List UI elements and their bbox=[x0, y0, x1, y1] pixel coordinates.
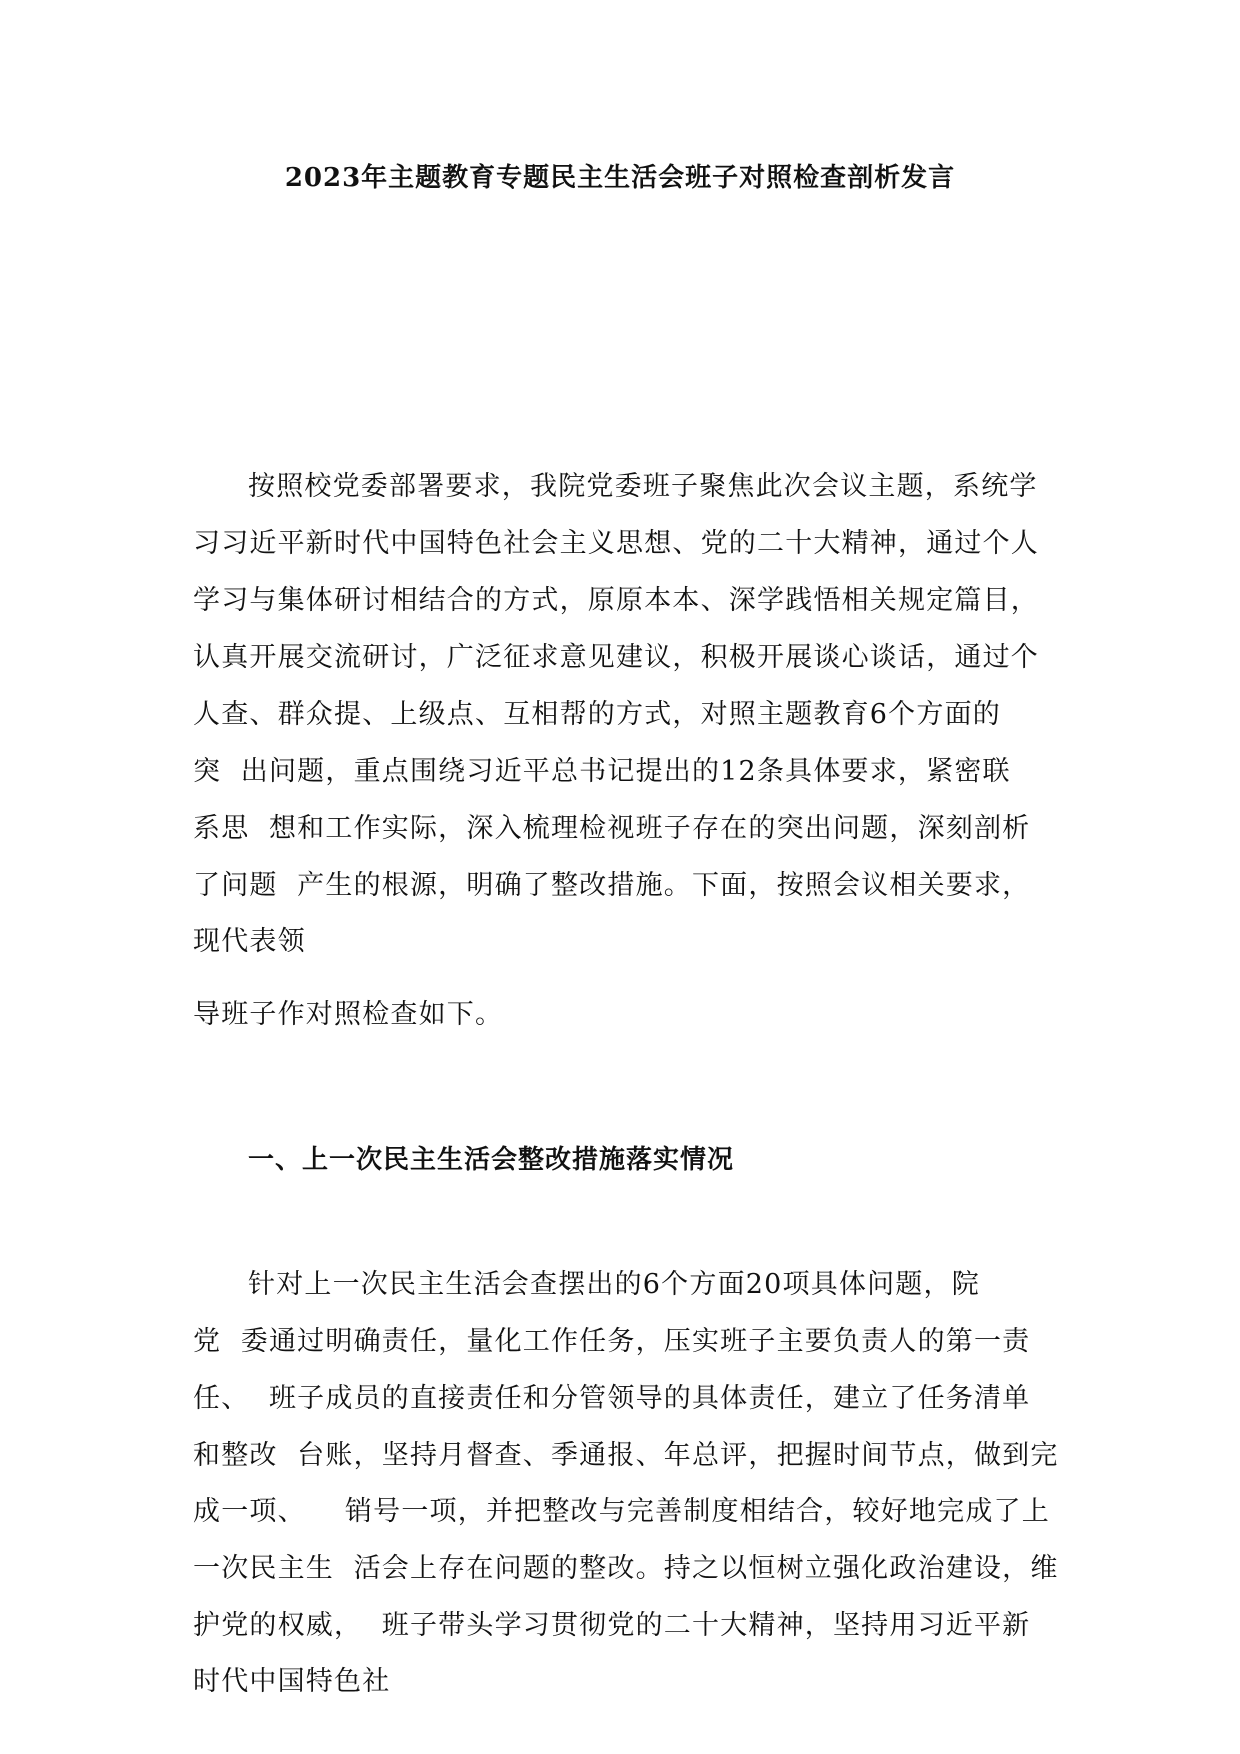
paragraph-line: 人查、群众提、上级点、互相帮的方式，对照主题教育6个方面的 bbox=[193, 699, 1001, 730]
paragraph-line: 针对上一次民主生活会查摆出的6个方面20项具体问题，院 bbox=[248, 1269, 980, 1300]
paragraph-line: 现代表领 bbox=[193, 926, 306, 957]
paragraph-line: 和整改 台账，坚持月督查、季通报、年总评，把握时间节点，做到完 bbox=[193, 1440, 1059, 1471]
paragraph-line: 学习与集体研讨相结合的方式，原原本本、深学践悟相关规定篇目， bbox=[193, 585, 1039, 616]
paragraph-line: 认真开展交流研讨，广泛征求意见建议，积极开展谈心谈话，通过个 bbox=[193, 642, 1039, 673]
paragraph-line: 系思 想和工作实际，深入梳理检视班子存在的突出问题，深刻剖析 bbox=[193, 813, 1031, 844]
paragraph-line: 导班子作对照检查如下。 bbox=[193, 999, 504, 1030]
paragraph-line: 按照校党委部署要求，我院党委班子聚焦此次会议主题，系统学 bbox=[248, 471, 1038, 502]
paragraph-line: 时代中国特色社 bbox=[193, 1666, 391, 1697]
paragraph-line: 成一项、 销号一项，并把整改与完善制度相结合，较好地完成了上 bbox=[193, 1496, 1050, 1527]
section-heading: 一、上一次民主生活会整改措施落实情况 bbox=[248, 1145, 735, 1175]
paragraph-line: 习习近平新时代中国特色社会主义思想、党的二十大精神，通过个人 bbox=[193, 528, 1039, 559]
paragraph-line: 一次民主生 活会上存在问题的整改。持之以恒树立强化政治建设，维 bbox=[193, 1553, 1059, 1584]
paragraph-line: 了问题 产生的根源，明确了整改措施。下面，按照会议相关要求， bbox=[193, 870, 1031, 901]
paragraph-line: 党 委通过明确责任，量化工作任务，压实班子主要负责人的第一责 bbox=[193, 1326, 1031, 1357]
paragraph-line: 护党的权威， 班子带头学习贯彻党的二十大精神，坚持用习近平新 bbox=[193, 1610, 1031, 1641]
paragraph-line: 突 出问题，重点围绕习近平总书记提出的12条具体要求，紧密联 bbox=[193, 756, 1011, 787]
paragraph-line: 任、 班子成员的直接责任和分管领导的具体责任，建立了任务清单 bbox=[193, 1383, 1031, 1414]
document-title: 2023年主题教育专题民主生活会班子对照检查剖析发言 bbox=[284, 163, 956, 193]
